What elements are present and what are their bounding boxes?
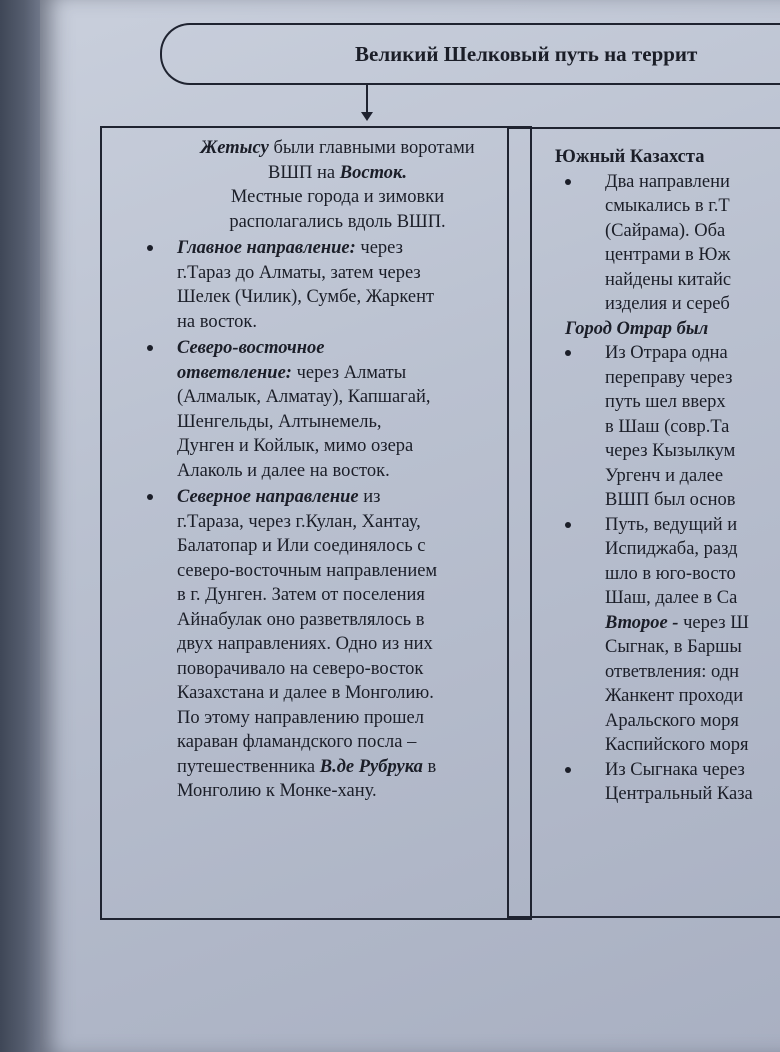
text-run: через Алматы	[291, 362, 407, 383]
bullet-line	[605, 537, 780, 562]
text-run: Казахстана и далее в Монголию.	[177, 683, 434, 703]
text-run: Жетысу	[200, 138, 269, 158]
south-kazakhstan-text-column	[555, 145, 780, 807]
text-run: через Ш	[678, 612, 749, 633]
text-run: караван фламандского посла –	[177, 732, 417, 752]
text-run: В.де Рубрука	[319, 756, 423, 777]
text-run: Сыгнак, в Баршы	[605, 637, 742, 657]
book-spine-shadow	[0, 0, 40, 1052]
text-run: переправу через	[605, 367, 733, 388]
bullet-line	[177, 608, 530, 633]
text-run: Испиджаба, разд	[605, 539, 738, 559]
bullet-line	[605, 439, 780, 464]
bullet-line	[605, 488, 780, 513]
bullet-line	[177, 361, 530, 386]
bullet-line	[605, 243, 780, 268]
text-run: в г. Дунген. Затем от поселения	[177, 585, 425, 605]
text-run: г.Тараз до Алматы, затем через	[177, 262, 421, 283]
bullet-line	[605, 611, 780, 636]
intro-line	[145, 185, 530, 210]
text-run: Дунген и Койлык, мимо озера	[177, 436, 414, 456]
bullet-line	[177, 410, 530, 435]
bullet-line	[177, 261, 530, 286]
text-run: Айнабулак оно разветвлялось в	[177, 609, 425, 630]
text-run: северо-восточным направлением	[177, 560, 438, 581]
bullet-line	[177, 434, 530, 459]
intro-line	[145, 161, 530, 186]
text-run: на восток.	[177, 311, 257, 332]
south-kazakhstan-heading: Южный Казахста	[555, 147, 705, 167]
text-run: (Алмалык, Алматау), Капшагай,	[177, 387, 431, 407]
text-run: ответвление:	[177, 362, 292, 383]
bullet-line	[605, 170, 780, 195]
text-run: Балатопар и Или соединялось с	[177, 536, 426, 556]
bullet-line	[177, 632, 530, 657]
text-run: Северо-восточное	[177, 338, 325, 358]
page-title: Великий Шелковый путь на террит	[355, 42, 698, 66]
zhetysu-text-column	[145, 136, 530, 804]
south-route-bullet-5	[555, 758, 780, 807]
text-run: Шелек (Чилик), Сумбе, Жаркент	[177, 287, 435, 307]
bullet-line	[177, 485, 530, 510]
text-run: шло в юго-восто	[605, 563, 736, 584]
text-run: двух направлениях. Одно из них	[177, 634, 433, 654]
connector-arrow-head	[361, 112, 373, 121]
text-run: Алаколь и далее на восток.	[177, 460, 390, 481]
zhetysu-intro	[145, 136, 530, 234]
bullet-line	[605, 782, 780, 807]
bullet-line	[605, 194, 780, 219]
bullet-line	[177, 459, 530, 484]
text-run: в Шаш (совр.Та	[605, 416, 730, 437]
text-run: Центральный Каза	[605, 784, 753, 804]
text-run: ответвления: одн	[605, 661, 740, 682]
bullet-line	[177, 310, 530, 335]
bullet-line	[605, 758, 780, 783]
route-bullet-1	[145, 236, 530, 334]
bullet-line	[177, 657, 530, 682]
text-run: поворачивало на северо-восток	[177, 658, 424, 679]
bullet-line	[605, 415, 780, 440]
route-bullet-3	[145, 485, 530, 804]
text-run: Монголию к Монке-хану.	[177, 781, 377, 801]
text-run: путь шел вверх	[605, 392, 726, 412]
bullet-line	[605, 390, 780, 415]
text-run: были главными воротами	[268, 138, 475, 158]
text-run: Местные города и зимовки	[230, 187, 445, 207]
text-run: смыкались в г.Т	[605, 196, 730, 216]
bullet-line	[177, 755, 530, 780]
text-run: Из Сыгнака через	[605, 759, 745, 780]
bullet-line	[605, 709, 780, 734]
bullet-line	[177, 385, 530, 410]
bullet-line	[605, 660, 780, 685]
text-run: Главное направление:	[177, 238, 356, 258]
bullet-line	[177, 336, 530, 361]
bullet-line	[177, 285, 530, 310]
text-run: изделия и сереб	[605, 294, 730, 314]
bullet-line	[605, 268, 780, 293]
text-run: Из Отрара одна	[605, 343, 728, 363]
south-route-bullet-3	[555, 341, 780, 513]
route-bullet-2	[145, 336, 530, 483]
bullet-line	[177, 583, 530, 608]
text-run: Восток.	[339, 162, 407, 183]
text-run: ВШП был основ	[605, 490, 736, 510]
connector-arrow-line	[366, 85, 368, 115]
text-run: найдены китайс	[605, 269, 732, 290]
intro-line	[145, 210, 530, 235]
bullet-line	[605, 366, 780, 391]
bullet-line	[605, 562, 780, 587]
text-run: центрами в Юж	[605, 245, 731, 265]
bullet-line	[177, 779, 530, 804]
bullet-line	[605, 464, 780, 489]
text-run: из	[358, 487, 381, 507]
south-route-bullet-4	[555, 513, 780, 758]
bullet-line	[565, 317, 780, 342]
south-route-bullet-1	[555, 170, 780, 317]
text-run: Аральского моря	[605, 710, 739, 731]
text-run: По этому направлению прошел	[177, 707, 424, 728]
text-run: в	[422, 756, 437, 777]
text-run: располагались вдоль ВШП.	[229, 211, 446, 232]
text-run: Ургенч и далее	[605, 465, 724, 486]
bullet-line	[605, 513, 780, 538]
otrar-subheading	[555, 317, 780, 342]
text-run: Путь, ведущий и	[605, 514, 738, 535]
text-run: г.Тараза, через г.Кулан, Хантау,	[177, 511, 421, 532]
text-run: Второе -	[605, 612, 679, 633]
bullet-line	[177, 510, 530, 535]
text-run: Жанкент проходи	[605, 686, 744, 706]
bullet-line	[177, 236, 530, 261]
bullet-line	[605, 292, 780, 317]
bullet-line	[605, 684, 780, 709]
text-run: через	[355, 238, 403, 258]
text-run: Два направлени	[605, 171, 730, 192]
bullet-line	[605, 635, 780, 660]
bullet-line	[605, 733, 780, 758]
bullet-line	[605, 341, 780, 366]
text-run: ВШП на	[268, 162, 340, 183]
bullet-line	[177, 706, 530, 731]
text-run: Шенгельды, Алтынемель,	[177, 411, 382, 432]
bullet-line	[177, 730, 530, 755]
text-run: через Кызылкум	[605, 441, 736, 461]
text-run: Каспийского моря	[605, 735, 749, 755]
text-run: (Сайрама). Оба	[605, 220, 726, 241]
text-run: Шаш, далее в Са	[605, 588, 738, 608]
bullet-line	[177, 559, 530, 584]
bullet-line	[177, 534, 530, 559]
text-run: путешественника	[177, 756, 320, 777]
text-run: Северное направление	[177, 487, 359, 507]
text-run: Город Отрар был	[565, 318, 709, 339]
bullet-line	[605, 219, 780, 244]
intro-line	[145, 136, 530, 161]
bullet-line	[605, 586, 780, 611]
bullet-line	[177, 681, 530, 706]
